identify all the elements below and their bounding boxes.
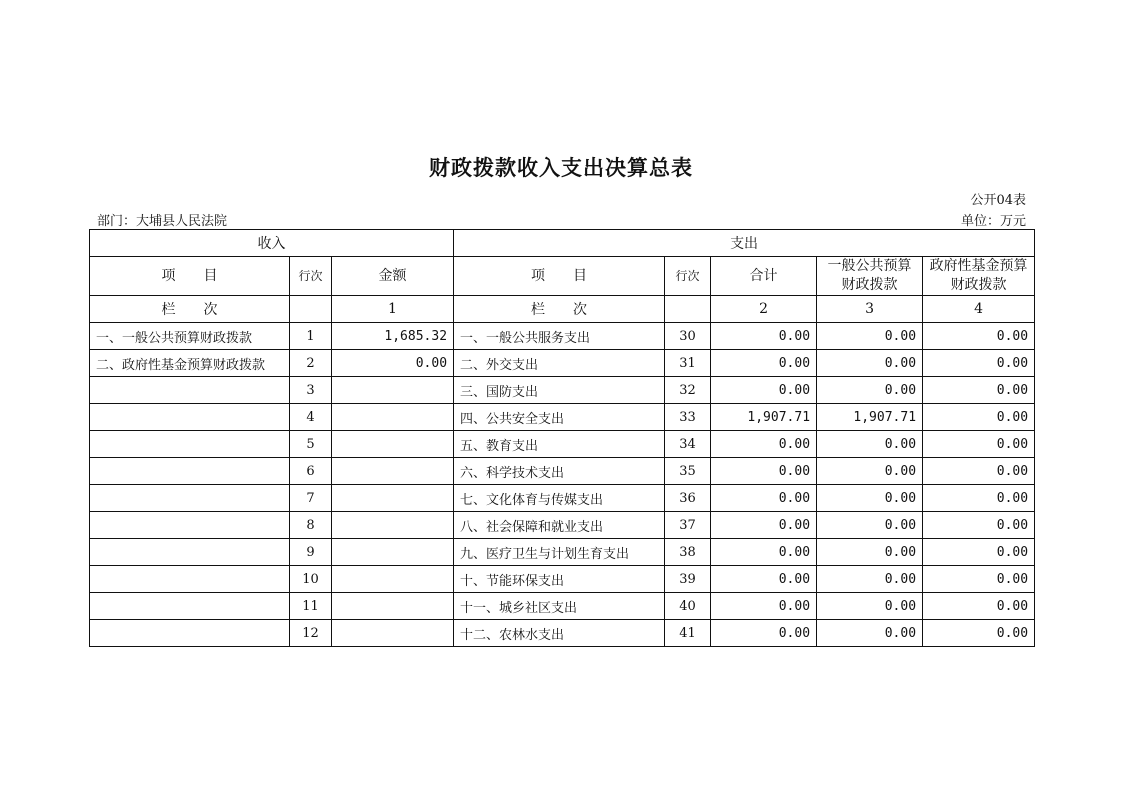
expense-rowno-header: 行次 (665, 257, 711, 296)
general-budget-cell: 0.00 (817, 458, 923, 485)
general-budget-cell: 0.00 (817, 539, 923, 566)
total-cell: 0.00 (711, 512, 817, 539)
empty-cell (665, 296, 711, 323)
income-amount-cell: 1,685.32 (332, 323, 454, 350)
expense-rowno-cell: 31 (665, 350, 711, 377)
total-cell: 0.00 (711, 323, 817, 350)
income-amount-cell: 0.00 (332, 350, 454, 377)
total-cell: 0.00 (711, 566, 817, 593)
income-amount-header: 金额 (332, 257, 454, 296)
income-item-cell (90, 485, 290, 512)
table-row (90, 620, 1035, 647)
income-item-header: 项 目 (90, 257, 290, 296)
gov-fund-cell: 0.00 (923, 512, 1035, 539)
expense-item-cell: 三、国防支出 (454, 377, 665, 404)
col-index-2: 2 (711, 296, 817, 323)
expense-rowno-cell: 40 (665, 593, 711, 620)
income-rowno-cell: 2 (290, 350, 332, 377)
general-budget-cell: 0.00 (817, 485, 923, 512)
gov-fund-cell: 0.00 (923, 431, 1035, 458)
gov-fund-cell: 0.00 (923, 485, 1035, 512)
income-item-cell (90, 404, 290, 431)
expense-item-cell: 十二、农林水支出 (454, 620, 665, 647)
general-budget-cell: 0.00 (817, 593, 923, 620)
income-rowno-cell: 7 (290, 485, 332, 512)
income-amount-cell (332, 431, 454, 458)
total-cell: 0.00 (711, 593, 817, 620)
total-cell: 0.00 (711, 377, 817, 404)
income-item-cell (90, 431, 290, 458)
income-amount-cell (332, 620, 454, 647)
form-number: 公开04表 (970, 193, 1026, 208)
income-amount-cell (332, 485, 454, 512)
income-rowno-cell: 11 (290, 593, 332, 620)
expense-rowno-cell: 34 (665, 431, 711, 458)
income-amount-cell (332, 377, 454, 404)
expense-item-cell: 五、教育支出 (454, 431, 665, 458)
table-row (90, 566, 1035, 593)
gov-fund-cell: 0.00 (923, 377, 1035, 404)
expense-item-cell: 七、文化体育与传媒支出 (454, 485, 665, 512)
income-rowno-cell: 1 (290, 323, 332, 350)
gov-fund-cell: 0.00 (923, 350, 1035, 377)
column-header-row (90, 257, 1035, 296)
general-budget-cell: 0.00 (817, 512, 923, 539)
income-item-cell: 一、一般公共预算财政拨款 (90, 323, 290, 350)
income-rowno-cell: 4 (290, 404, 332, 431)
gov-fund-cell: 0.00 (923, 404, 1035, 431)
income-amount-cell (332, 539, 454, 566)
general-budget-cell: 0.00 (817, 620, 923, 647)
gov-fund-cell: 0.00 (923, 593, 1035, 620)
gov-fund-header: 政府性基金预算财政拨款 (923, 257, 1035, 296)
income-rowno-header: 行次 (290, 257, 332, 296)
col-index-4: 4 (923, 296, 1035, 323)
table-row (90, 323, 1035, 350)
total-cell: 0.00 (711, 431, 817, 458)
income-rowno-cell: 6 (290, 458, 332, 485)
table-row (90, 512, 1035, 539)
general-budget-header: 一般公共预算财政拨款 (817, 257, 923, 296)
expense-column-label: 栏 次 (454, 296, 665, 323)
expense-rowno-cell: 35 (665, 458, 711, 485)
general-budget-cell: 0.00 (817, 566, 923, 593)
total-cell: 0.00 (711, 485, 817, 512)
income-rowno-cell: 12 (290, 620, 332, 647)
col-index-3: 3 (817, 296, 923, 323)
total-cell: 0.00 (711, 620, 817, 647)
table-row (90, 431, 1035, 458)
budget-table (89, 229, 1035, 647)
general-budget-cell: 0.00 (817, 377, 923, 404)
total-cell: 0.00 (711, 458, 817, 485)
income-amount-cell (332, 404, 454, 431)
income-rowno-cell: 9 (290, 539, 332, 566)
column-index-row (90, 296, 1035, 323)
expense-item-cell: 八、社会保障和就业支出 (454, 512, 665, 539)
general-budget-cell: 0.00 (817, 350, 923, 377)
section-header-row (90, 230, 1035, 257)
gov-fund-cell: 0.00 (923, 539, 1035, 566)
expense-item-cell: 六、科学技术支出 (454, 458, 665, 485)
income-amount-cell (332, 566, 454, 593)
expense-rowno-cell: 38 (665, 539, 711, 566)
unit-label: 单位：万元 (960, 214, 1026, 229)
expense-rowno-cell: 33 (665, 404, 711, 431)
expense-section-header: 支出 (454, 230, 1035, 257)
gov-fund-cell: 0.00 (923, 566, 1035, 593)
expense-item-cell: 二、外交支出 (454, 350, 665, 377)
total-cell: 1,907.71 (711, 404, 817, 431)
expense-rowno-cell: 30 (665, 323, 711, 350)
expense-item-cell: 一、一般公共服务支出 (454, 323, 665, 350)
expense-item-cell: 九、医疗卫生与计划生育支出 (454, 539, 665, 566)
expense-rowno-cell: 37 (665, 512, 711, 539)
table-row (90, 377, 1035, 404)
col-index-1: 1 (332, 296, 454, 323)
income-item-cell (90, 593, 290, 620)
table-row (90, 350, 1035, 377)
general-budget-cell: 1,907.71 (817, 404, 923, 431)
table-row (90, 539, 1035, 566)
empty-cell (290, 296, 332, 323)
table-row (90, 593, 1035, 620)
income-item-cell (90, 566, 290, 593)
income-rowno-cell: 10 (290, 566, 332, 593)
income-item-cell (90, 512, 290, 539)
general-budget-cell: 0.00 (817, 323, 923, 350)
income-amount-cell (332, 458, 454, 485)
income-rowno-cell: 8 (290, 512, 332, 539)
gov-fund-cell: 0.00 (923, 323, 1035, 350)
expense-item-cell: 十一、城乡社区支出 (454, 593, 665, 620)
income-item-cell (90, 458, 290, 485)
income-rowno-cell: 5 (290, 431, 332, 458)
income-column-label: 栏 次 (90, 296, 290, 323)
gov-fund-cell: 0.00 (923, 458, 1035, 485)
table-row (90, 404, 1035, 431)
expense-rowno-cell: 32 (665, 377, 711, 404)
income-amount-cell (332, 512, 454, 539)
expense-rowno-cell: 39 (665, 566, 711, 593)
table-row (90, 485, 1035, 512)
gov-fund-cell: 0.00 (923, 620, 1035, 647)
total-header: 合计 (711, 257, 817, 296)
income-item-cell (90, 539, 290, 566)
income-item-cell (90, 620, 290, 647)
expense-rowno-cell: 36 (665, 485, 711, 512)
report-title: 财政拨款收入支出决算总表 (429, 155, 693, 180)
table-row (90, 458, 1035, 485)
total-cell: 0.00 (711, 539, 817, 566)
general-budget-cell: 0.00 (817, 431, 923, 458)
department-label: 部门：大埔县人民法院 (97, 214, 228, 229)
income-item-cell (90, 377, 290, 404)
expense-rowno-cell: 41 (665, 620, 711, 647)
expense-item-header: 项 目 (454, 257, 665, 296)
income-section-header: 收入 (90, 230, 454, 257)
total-cell: 0.00 (711, 350, 817, 377)
income-amount-cell (332, 593, 454, 620)
expense-item-cell: 十、节能环保支出 (454, 566, 665, 593)
income-item-cell: 二、政府性基金预算财政拨款 (90, 350, 290, 377)
income-rowno-cell: 3 (290, 377, 332, 404)
expense-item-cell: 四、公共安全支出 (454, 404, 665, 431)
